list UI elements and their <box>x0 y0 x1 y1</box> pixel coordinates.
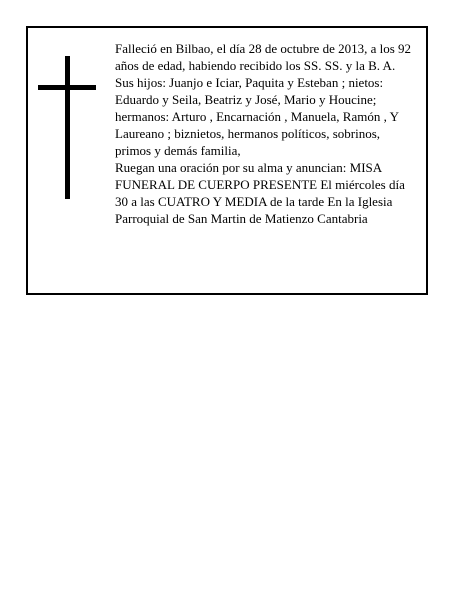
cross-vertical-bar <box>65 56 70 199</box>
obituary-text <box>115 40 413 227</box>
cross-horizontal-bar <box>38 85 96 90</box>
death-announcement: Falleció en Bilbao, el día 28 de octubre de 2013, a los 92 años de edad, habiendo recibido los SS. SS. y la B. A. <box>115 41 412 73</box>
obituary-notice <box>26 26 428 295</box>
family-list: Sus hijos: Juanjo e Iciar, Paquita y Esteban ; nietos: Eduardo y Seila, Beatriz y José, Mario y Houcine; hermanos: Arturo , Encarnación , Manuela, Ramón , Y Laureano ; biznietos, hermanos políticos, sobrinos, primos y demás familia, <box>115 75 399 158</box>
funeral-details: Ruegan una oración por su alma y anuncian: MISA FUNERAL DE CUERPO PRESENTE El miércoles día 30 a las CUATRO Y MEDIA de la tarde En la Iglesia Parroquial de San Martin de Matienzo Cantabria <box>115 160 405 226</box>
